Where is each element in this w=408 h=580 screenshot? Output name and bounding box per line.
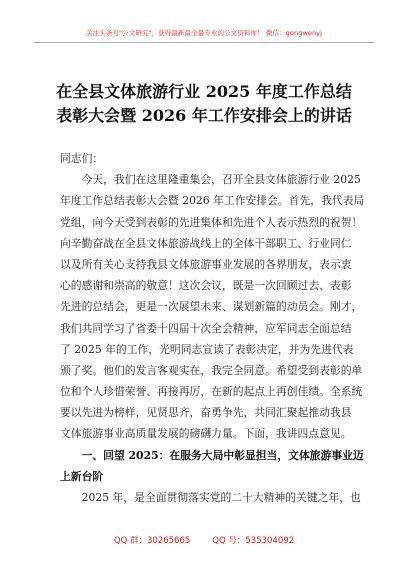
paragraph-line: 我们共同学习了省委十四届十次全会精神，应军同志全面总结 [60, 321, 352, 335]
paragraph-line: 要以先进为榜样，见贤思齐，奋勇争先，共同汇聚起推动我县 [60, 406, 352, 420]
paragraph-line: 向辛勤奋战在全县文体旅游战线上的全体干部职工、行业同仁 [60, 236, 352, 250]
section-heading-line-1: 一、回望 2025：在服务大局中彰显担当，文体旅游事业迈 [60, 448, 364, 462]
paragraph-line: 今天，我们在这里隆重集会，召开全县文体旅游行业 2025 [60, 173, 361, 187]
title-line-2: 表彰大会暨 2026 年工作安排会上的讲话 [56, 106, 352, 125]
paragraph-line: 2025 年，是全面贯彻落实党的二十大精神的关键之年，也 [60, 491, 361, 504]
salutation: 同志们： [60, 152, 104, 165]
page-footer [0, 534, 408, 546]
title-line-1: 在全县文体旅游行业 2025 年度工作总结 [56, 82, 352, 101]
qq-account-number: QQ 号：535304092 [212, 536, 295, 546]
paragraph-line: 先进的总结会，更是一次展望未来、谋划新篇的动员会。刚才， [60, 300, 363, 314]
paragraph-line: 心的感谢和崇高的敬意！这次会议，既是一次回顾过去、表彰 [60, 279, 352, 293]
paragraph-line: 党组，向今天受到表彰的先进集体和先进个人表示热烈的祝贺！ [60, 215, 363, 229]
paragraph-line: 颁了奖。他们的发言客观实在，我完全同意。希望受到表彰的单 [60, 363, 363, 377]
section-heading-line-2: 上新台阶 [60, 469, 104, 483]
paragraph-line: 文体旅游事业高质量发展的磅礴力量。下面，我讲四点意见。 [60, 427, 352, 441]
document-title [20, 80, 388, 128]
document-body [60, 148, 365, 508]
qq-group-number: QQ 群：30265665 [113, 536, 191, 546]
header-divider [34, 42, 374, 43]
paragraph-line: 了 2025 年的工作，光明同志宣读了表彰决定，并为先进代表 [60, 342, 354, 356]
paragraph-line: 以及所有关心支持我县文体旅游事业发展的各界朋友，表示衷 [60, 257, 352, 271]
promo-banner: 关注头条号"公文研究"，获得最新最全最专业的公文资料库！ 微信：gongwenyj [85, 29, 323, 37]
page-header [0, 0, 408, 44]
paragraph-line: 位和个人珍惜荣誉、再接再厉，在新的起点上再创佳绩。全系统 [60, 385, 363, 399]
paragraph-line: 年度工作总结表彰大会暨 2026 年工作安排会。首先，我代表局 [60, 194, 365, 208]
